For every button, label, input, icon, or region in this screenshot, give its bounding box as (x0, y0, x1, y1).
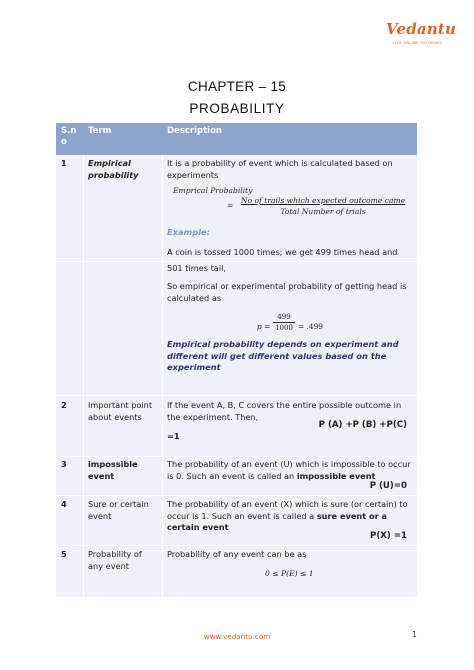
row-divider (56, 456, 417, 457)
formula-title: Emprical Probability (173, 186, 253, 195)
row2-description: If the event A, B, C covers the entire possible outcome in the experiment. Then, (167, 400, 402, 422)
row3-sno: 3 (61, 459, 67, 469)
subject-title: PROBABILITY (189, 101, 285, 116)
row2-term: Important point about events (88, 400, 153, 422)
row4-desc-bold: sure event or a certain event (167, 510, 388, 532)
row4-desc-text: The probability of an event (X) which is sure (or certain) to occur is 1. Such an event is called a (167, 499, 408, 521)
probability-table (56, 123, 417, 597)
row4-sno: 4 (61, 499, 67, 509)
header-description: Description (167, 126, 222, 136)
example-line-3: So empirical or experimental probability of getting head is calculated as (167, 281, 407, 303)
example-line-2: 501 times tail, (167, 263, 226, 273)
row2-equation-left: =1 (167, 431, 180, 441)
calc-denominator: 1000 (275, 324, 293, 332)
row4-term: Sure or certain event (88, 499, 149, 521)
row5-term: Probability of any event (88, 549, 142, 571)
formula-denominator: Total Number of trials (280, 207, 366, 216)
example-line-1: A coin is tossed 1000 times; we get 499 times head and (167, 247, 398, 257)
row-divider (56, 395, 417, 396)
logo-word: Vedantu (386, 20, 457, 38)
row3-description (167, 459, 412, 482)
row5-description: Probability of any event can be as (167, 549, 307, 559)
column-divider (83, 155, 84, 597)
row4-description (167, 499, 412, 534)
calc-numerator: 499 (277, 313, 291, 321)
empirical-note: Empirical probability depends on experiment and different will get different values based on the experiment (167, 339, 399, 372)
example-label: Example: (167, 227, 210, 237)
table-header (56, 123, 417, 155)
row-divider (56, 495, 417, 496)
row-divider (56, 261, 417, 262)
formula-numerator: No of trails which expected outcome came (240, 196, 406, 205)
header-term: Term (88, 126, 112, 136)
empirical-formula (236, 196, 410, 216)
chapter-title: CHAPTER – 15 (187, 79, 287, 94)
footer-url[interactable]: www.vedantu.com (203, 632, 271, 641)
calc-lhs: p = (257, 322, 271, 331)
row-divider (56, 545, 417, 546)
row3-term: impossible event (88, 459, 138, 481)
calc-rhs: = .499 (298, 322, 323, 331)
row4-equation: P(X) =1 (370, 531, 407, 541)
calc-fraction (273, 313, 295, 332)
formula-equals: = (227, 201, 234, 210)
row3-desc-text: The probability of an event (U) which is impossible to occur is 0. Such an event is called an (167, 459, 411, 481)
page-number: 1 (412, 630, 417, 639)
header-sno: S.n o (61, 126, 77, 147)
fraction-bar (273, 322, 295, 323)
row5-sno: 5 (61, 549, 67, 559)
row3-desc-bold: impossible event (296, 470, 376, 481)
row2-sno: 2 (61, 400, 67, 410)
row3-equation: P (U)=0 (369, 481, 407, 491)
vedantu-logo (372, 20, 457, 50)
row1-sno: 1 (61, 158, 67, 168)
logo-tagline: LIVE ONLINE TUTORING (393, 41, 442, 45)
column-divider (162, 155, 163, 597)
row1-term: Empirical probability (88, 158, 139, 180)
row1-description: It is a probability of event which is calculated based on experiments (167, 158, 393, 180)
row2-equation-right: P (A) +P (B) +P(C) (318, 420, 407, 430)
row5-equation: 0 ≤ P(E) ≤ 1 (265, 569, 314, 578)
